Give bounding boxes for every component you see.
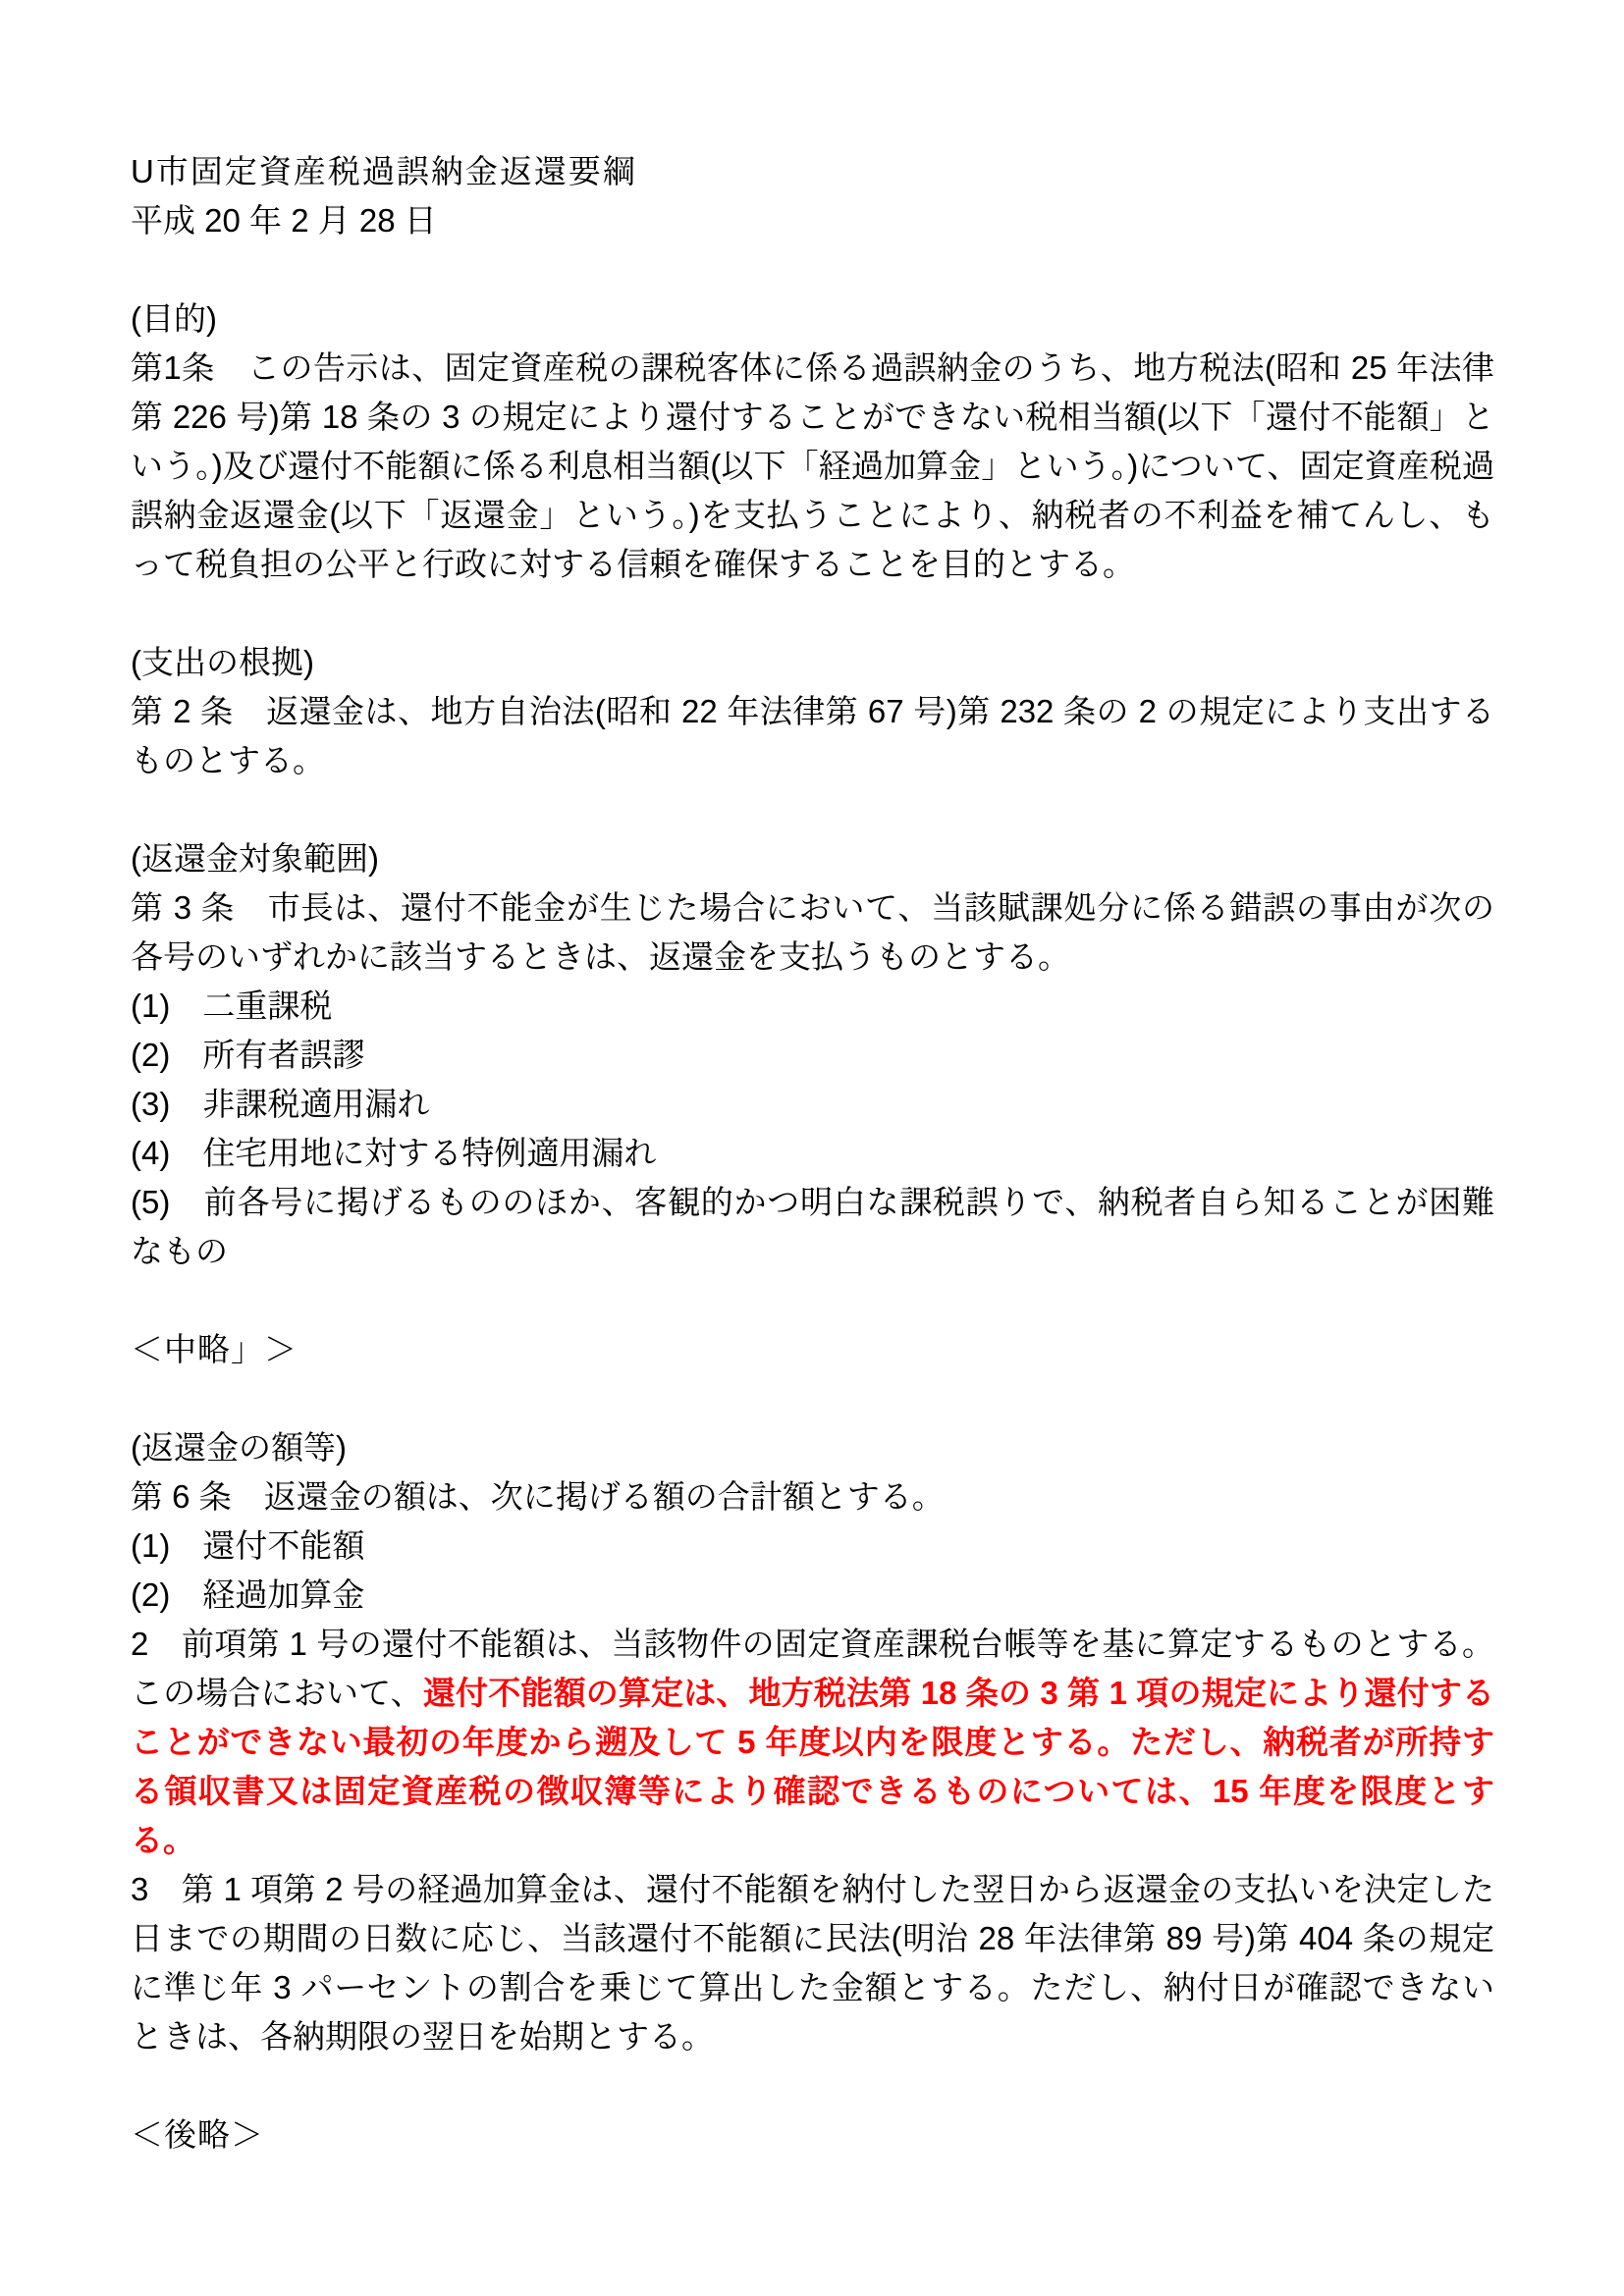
section-heading-scope: (返還金対象範囲) xyxy=(131,840,379,877)
section-basis xyxy=(131,638,1494,785)
list-item: (2) 経過加算金 xyxy=(131,1576,365,1613)
list-item: (1) 還付不能額 xyxy=(131,1527,365,1564)
blank-line xyxy=(131,1276,1494,1325)
list-item: (5) 前各号に掲げるもののほか、客観的かつ明白な課税誤りで、納税者自ら知ることが困難なもの xyxy=(131,1184,1494,1269)
article-3-paragraph: 第 3 条 市長は、還付不能金が生じた場合において、当該賦課処分に係る錯誤の事由が次の各号のいずれかに該当するときは、返還金を支払うものとする。 xyxy=(131,889,1494,975)
blank-line xyxy=(131,589,1494,638)
omission-middle-marker: ＜中略」＞ xyxy=(131,1331,298,1367)
section-heading-amount: (返還金の額等) xyxy=(131,1429,347,1466)
blank-line xyxy=(131,245,1494,294)
article-1-paragraph: 第1条 この告示は、固定資産税の課税客体に係る過誤納金のうち、地方税法(昭和 25 年法律第 226 号)第 18 条の 3 の規定により還付することができない税相当額(以下「還付不能額」という。)及び還付不能額に係る利息相当額(以下「経過加算金」という。)について、固定資産税過誤納金返還金(以下「返還金」という。)を支払うことにより、納税者の不利益を補てんし、もって税負担の公平と行政に対する信頼を確保することを目的とする。 xyxy=(131,349,1494,582)
blank-line xyxy=(131,2061,1494,2110)
document-date: 平成 20 年 2 月 28 日 xyxy=(131,202,437,239)
list-item: (1) 二重課税 xyxy=(131,988,333,1024)
list-item: (4) 住宅用地に対する特例適用漏れ xyxy=(131,1135,657,1171)
article-6-paragraph-2 xyxy=(131,1620,1494,1865)
article-6-paragraph: 第 6 条 返還金の額は、次に掲げる額の合計額とする。 xyxy=(131,1478,945,1515)
list-item: (2) 所有者誤謬 xyxy=(131,1037,365,1073)
highlighted-text: 還付不能額の算定は、地方税法第 18 条の 3 第 1 項の規定により還付することができない最初の年度から遡及して 5 年度以内を限度とする。ただし、納税者が所持する領収書又は固定資産税の徴収簿等により確認できるものについては、15 年度を限度とする。 xyxy=(131,1675,1494,1858)
paragraph-2-plain-text: 2 前項第 1 号の還付不能額は、当該物件の固定資産課税台帳等を基に算定するものとする。この場合において、 xyxy=(131,1626,1494,1711)
section-amount xyxy=(131,1423,1494,2061)
article-2-paragraph: 第 2 条 返還金は、地方自治法(昭和 22 年法律第 67 号)第 232 条の 2 の規定により支出するものとする。 xyxy=(131,693,1494,778)
omission-end-marker: ＜後略＞ xyxy=(131,2116,264,2153)
blank-line xyxy=(131,1374,1494,1423)
section-heading-purpose: (目的) xyxy=(131,300,217,337)
list-item: (3) 非課税適用漏れ xyxy=(131,1086,430,1122)
document-title: U市固定資産税過誤納金返還要綱 xyxy=(131,153,637,189)
blank-line xyxy=(131,785,1494,834)
section-purpose xyxy=(131,294,1494,589)
section-heading-basis: (支出の根拠) xyxy=(131,644,314,680)
section-scope xyxy=(131,834,1494,1276)
article-6-paragraph-3: 3 第 1 項第 2 号の経過加算金は、還付不能額を納付した翌日から返還金の支払いを決定した日までの期間の日数に応じ、当該還付不能額に民法(明治 28 年法律第 89 号)第 404 条の規定に準じ年 3 パーセントの割合を乗じて算出した金額とする。ただし、納付日が確認できないときは、各納期限の翌日を始期とする。 xyxy=(131,1871,1494,2055)
